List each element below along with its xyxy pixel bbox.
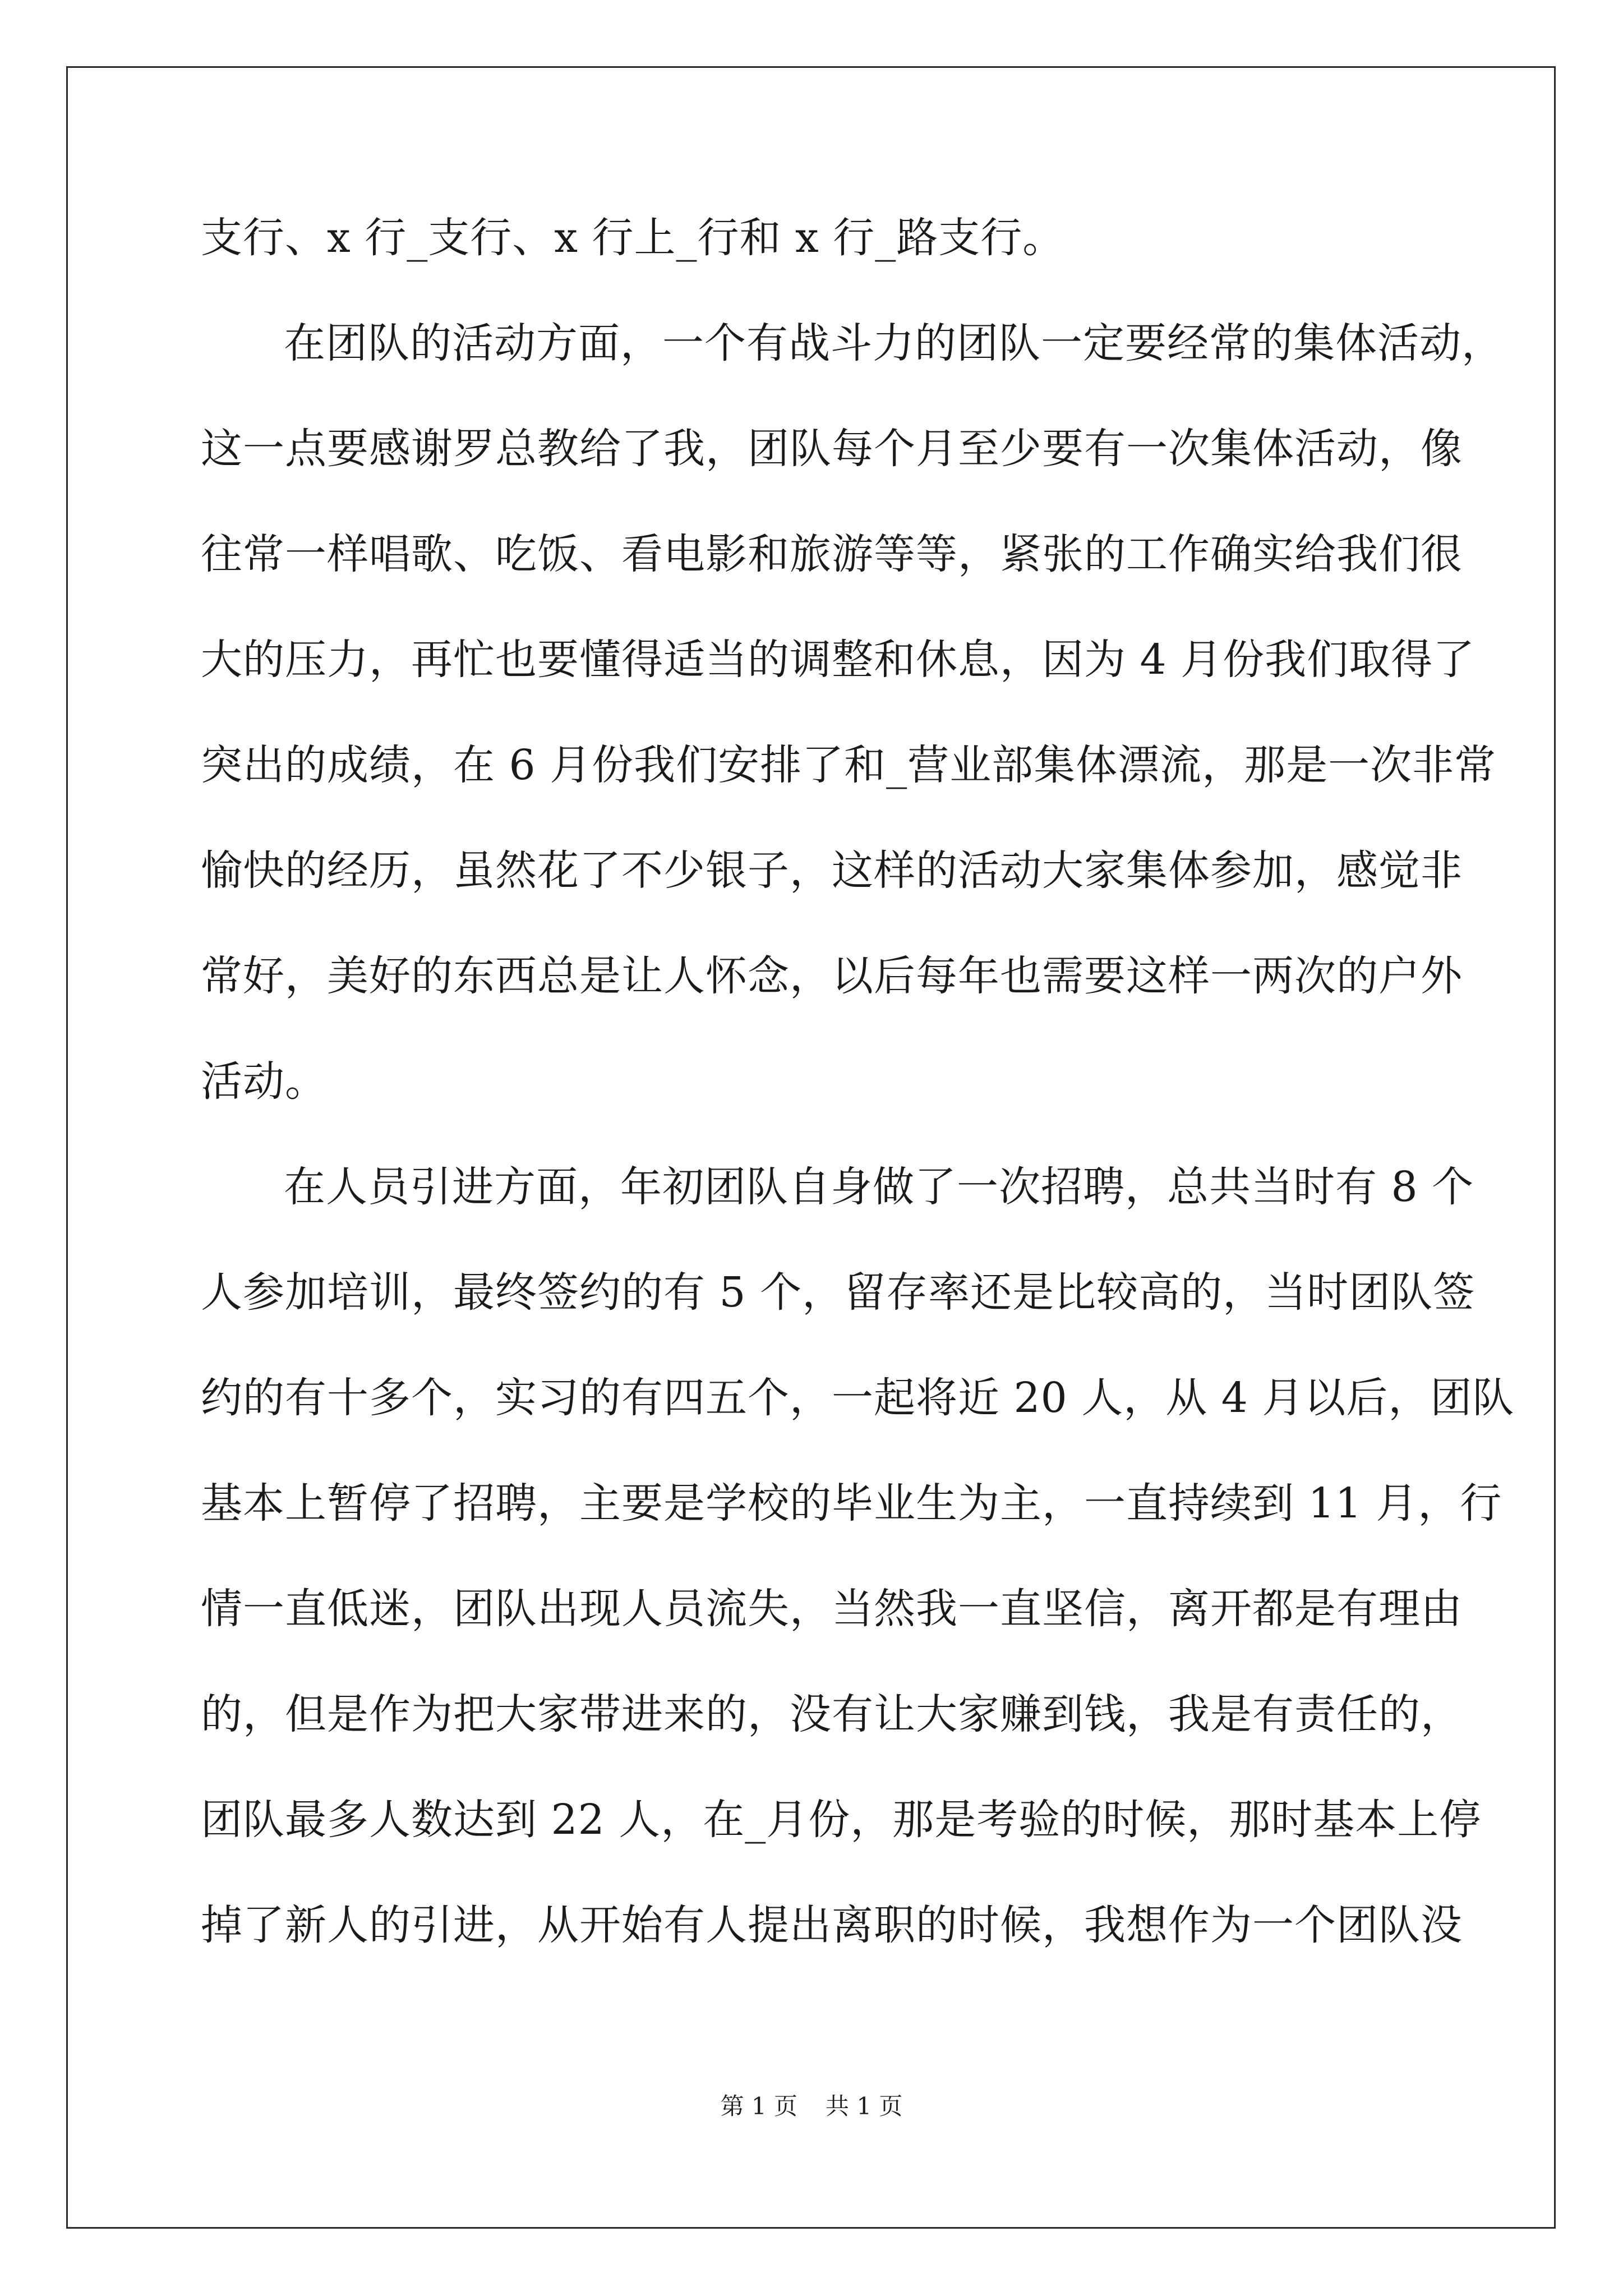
document-body [201, 185, 1515, 1978]
body-line-4: 往常一样唱歌、吃饭、看电影和旅游等等，紧张的工作确实给我们很 [201, 530, 1463, 578]
body-line-12: 约的有十多个，实习的有四五个，一起将近 20 人，从 4 月以后，团队 [201, 1374, 1515, 1422]
body-line-9: 活动。 [201, 1057, 327, 1106]
body-line-16: 团队最多人数达到 22 人，在_月份，那是考验的时候，那时基本上停 [201, 1796, 1482, 1844]
page-number-total: 共 1 页 [826, 2092, 903, 2120]
body-line-17: 掉了新人的引进，从开始有人提出离职的时候，我想作为一个团队没 [201, 1901, 1463, 1949]
body-line-11: 人参加培训，最终签约的有 5 个，留存率还是比较高的，当时团队签 [201, 1268, 1476, 1317]
body-line-13: 基本上暂停了招聘，主要是学校的毕业生为主，一直持续到 11 月，行 [201, 1479, 1502, 1527]
body-line-7: 愉快的经历，虽然花了不少银子，这样的活动大家集体参加，感觉非 [201, 846, 1463, 895]
body-line-5: 大的压力，再忙也要懂得适当的调整和休息，因为 4 月份我们取得了 [201, 636, 1476, 684]
page-footer [0, 2088, 1623, 2122]
body-line-2: 在团队的活动方面，一个有战斗力的团队一定要经常的集体活动， [284, 319, 1504, 367]
body-line-1: 支行、x 行_支行、x 行上_行和 x 行_路支行。 [201, 214, 1065, 262]
page-number-current: 第 1 页 [720, 2092, 797, 2120]
body-line-3: 这一点要感谢罗总教给了我，团队每个月至少要有一次集体活动，像 [201, 425, 1463, 473]
body-line-8: 常好，美好的东西总是让人怀念，以后每年也需要这样一两次的户外 [201, 952, 1463, 1000]
body-line-15: 的，但是作为把大家带进来的，没有让大家赚到钱，我是有责任的， [201, 1690, 1463, 1738]
body-line-14: 情一直低迷，团队出现人员流失，当然我一直坚信，离开都是有理由 [201, 1585, 1463, 1633]
body-line-6: 突出的成绩，在 6 月份我们安排了和_营业部集体漂流，那是一次非常 [201, 741, 1497, 789]
body-line-10: 在人员引进方面，年初团队自身做了一次招聘，总共当时有 8 个 [284, 1163, 1474, 1211]
